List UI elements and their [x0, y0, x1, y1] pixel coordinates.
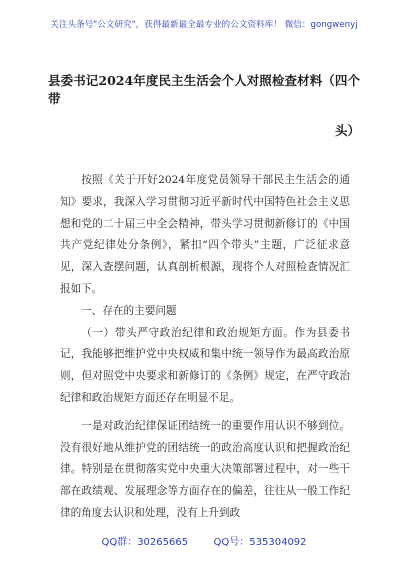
body-paragraph-discipline: （一）带头严守政治纪律和政治规矩方面。作为县委书记，我能够把维护党中央权威和集中统一领导作为最高政治原则，但对照党中央要求和新修订的《条例》规定，在严守政治纪律和政治规矩方面还存在明显不足。 [60, 326, 350, 404]
document-body [60, 170, 350, 525]
body-paragraph-intro: 按照《关于开好2024年度党员领导干部民主生活会的通知》要求，我深入学习贯彻习近平新时代中国特色社会主义思想和党的二十届三中全会精神，带头学习贯彻新修订的《中国共产党纪律处分条例》，紧扣“四个带头”主题，广泛征求意见，深入查摆问题，认真剖析根源，现将个人对照检查情况汇报如下。 [60, 174, 350, 295]
footer-contact-text: QQ群：30265665 QQ号：535304092 [101, 537, 307, 548]
document-title-line-1: 县委书记2024年度民主生活会个人对照检查材料（四个带 [48, 73, 360, 106]
header-promo-text: 关注头条号"公文研究"，获得最新最全最专业的公文资料库！ 微信：gongwenyj [50, 20, 358, 30]
section-heading-problems: 一、存在的主要问题 [81, 304, 177, 317]
body-paragraph-point-one: 一是对政治纪律保证团结统一的重要作用认识不够到位。没有很好地从维护党的团结统一的政治高度认识和把握政治纪律。特别是在贯彻落实党中央重大决策部署过程中，对一些干部在政绩观、发展理念等方面存在的偏差，往往从一般工作纪律的角度去认识和处理，没有上升到政 [60, 419, 350, 519]
document-title-line-2: 头） [334, 123, 360, 138]
